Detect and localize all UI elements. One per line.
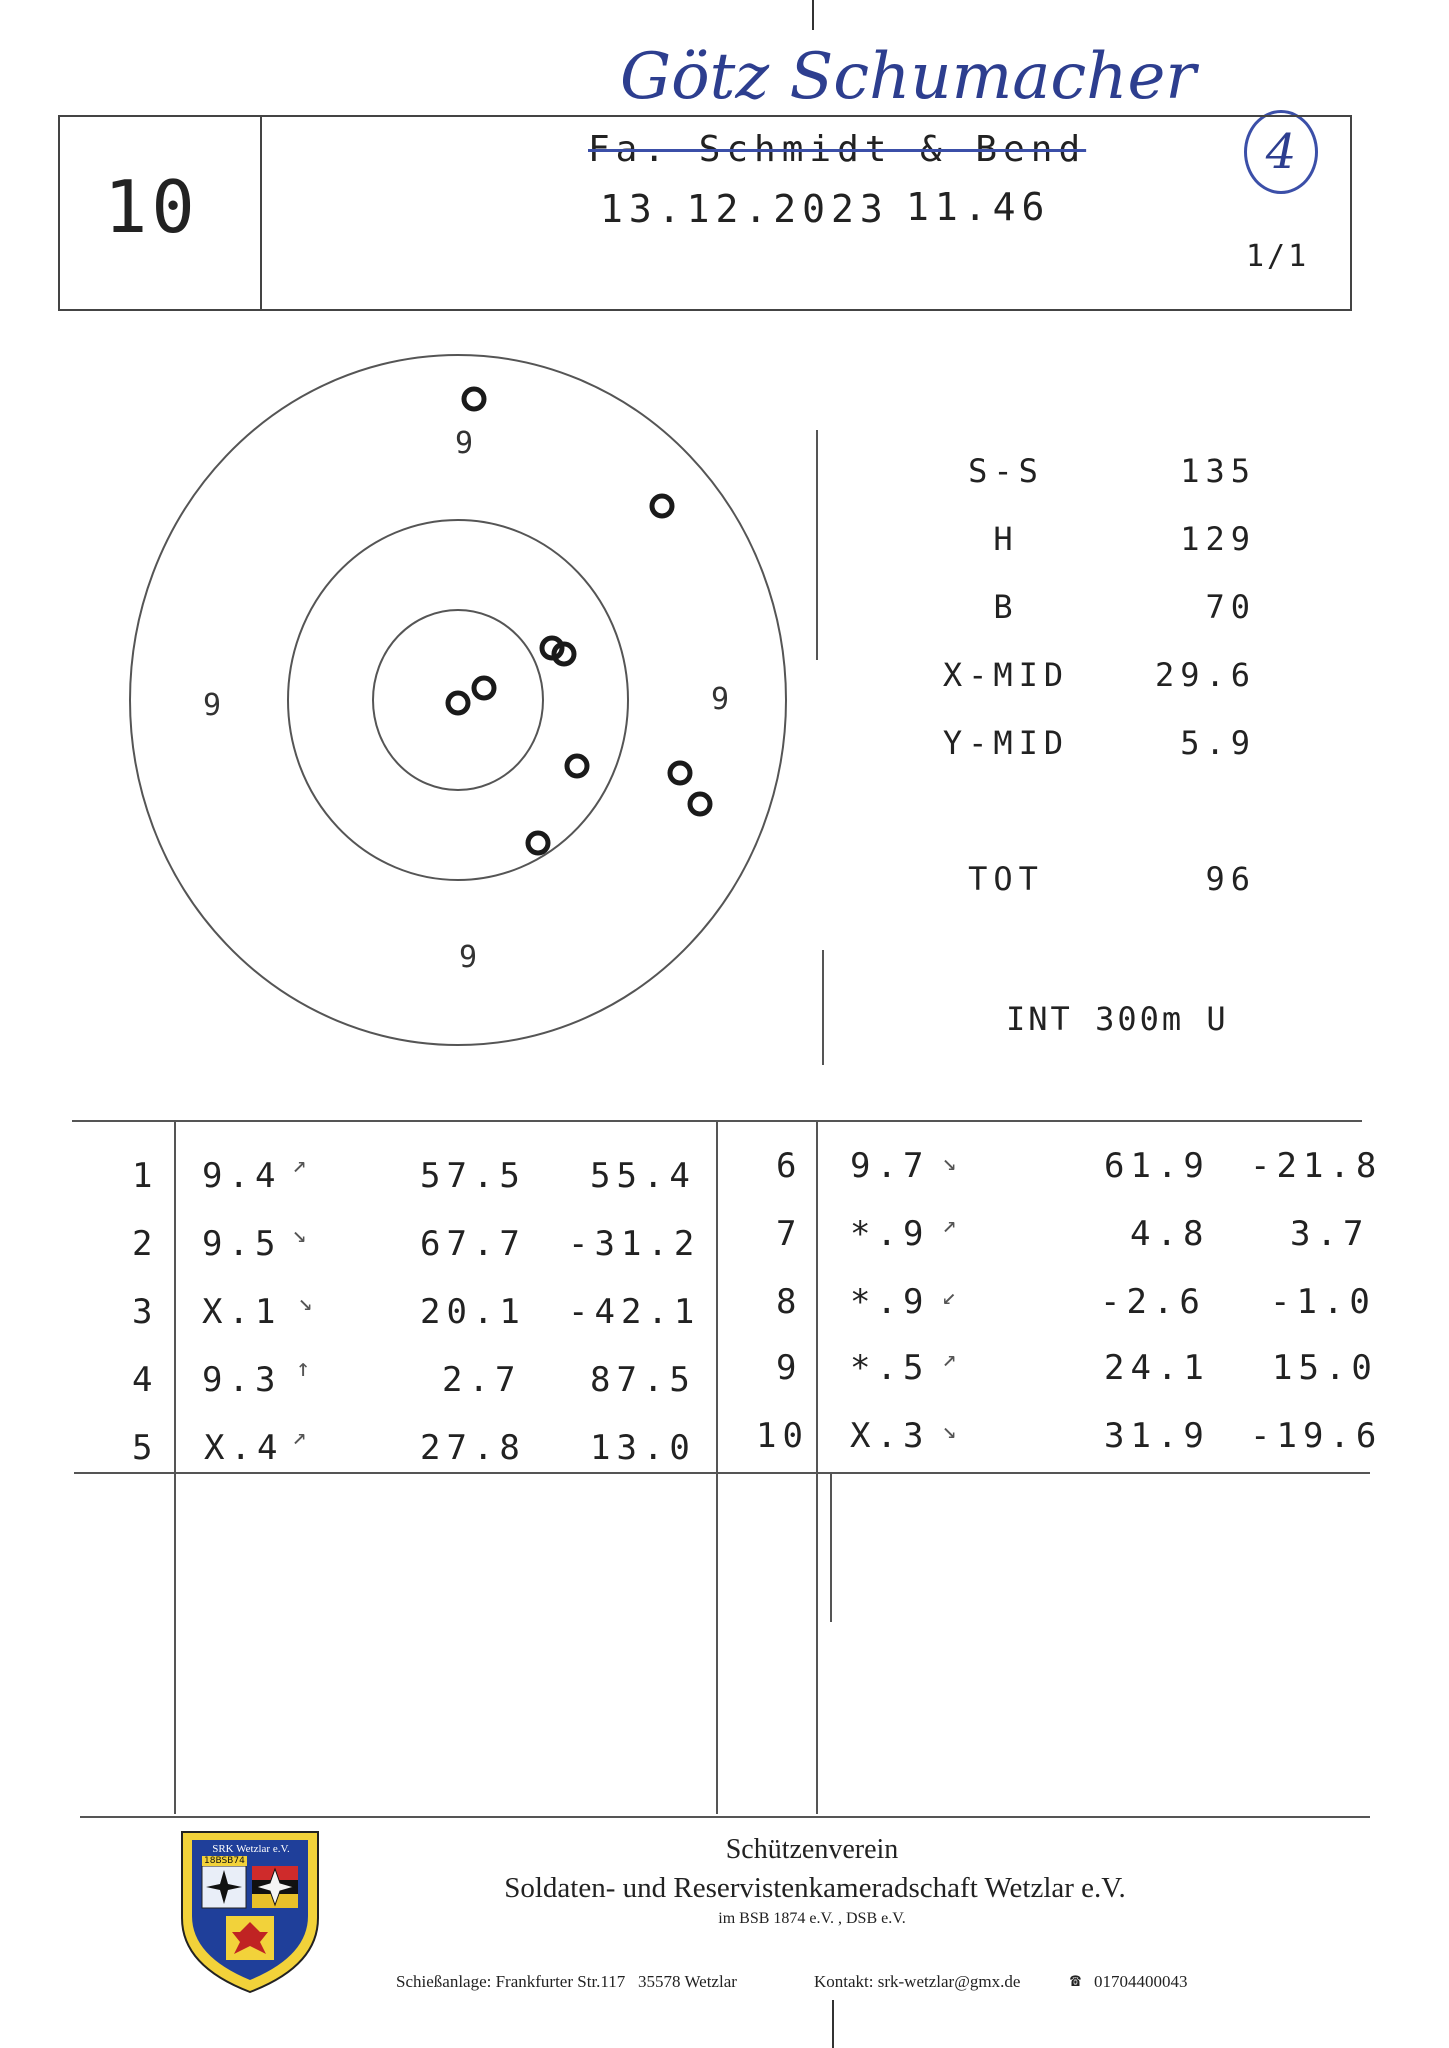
discipline-label: INT 300m U xyxy=(1006,1000,1229,1038)
shot-direction-icon: ↘ xyxy=(942,1148,957,1176)
shot-hole xyxy=(464,389,484,409)
shot-direction-icon: ↘ xyxy=(298,1288,313,1316)
shot-direction-icon: ↑ xyxy=(296,1354,311,1382)
page-indicator: 1/1 xyxy=(1246,239,1310,274)
shot-number: 3 xyxy=(132,1292,159,1332)
shot-number: 4 xyxy=(132,1360,159,1400)
shot-y: 15.0 xyxy=(1272,1348,1378,1388)
shot-number: 9 xyxy=(776,1348,803,1388)
shot-hole xyxy=(652,496,672,516)
phone-number: 01704400043 xyxy=(1094,1972,1188,1991)
shot-score: 9.4 xyxy=(202,1156,282,1196)
shot-hole xyxy=(690,794,710,814)
shot-y: -21.8 xyxy=(1250,1146,1383,1186)
circled-number-text: 4 xyxy=(1265,124,1297,180)
stat-value-xmid: 29.6 xyxy=(1154,656,1256,694)
shot-hole xyxy=(474,678,494,698)
shot-number: 2 xyxy=(132,1224,159,1264)
stats-block xyxy=(906,452,1326,898)
table-bottom-rule xyxy=(74,1472,1370,1474)
lane-number: 10 xyxy=(104,165,199,249)
header-box xyxy=(58,115,1352,311)
total-label: TOT xyxy=(968,860,1044,898)
stat-label-b: B xyxy=(993,588,1019,626)
shot-score: *.9 xyxy=(850,1214,930,1254)
club-logo xyxy=(176,1826,324,1996)
shot-table xyxy=(0,1140,1449,1468)
shot-direction-icon: ↙ xyxy=(942,1282,957,1310)
shot-y: 55.4 xyxy=(590,1156,696,1196)
shot-hole xyxy=(528,833,548,853)
shot-number: 7 xyxy=(776,1214,803,1254)
shot-y: 87.5 xyxy=(590,1360,696,1400)
shot-score: 9.7 xyxy=(850,1146,930,1186)
shot-score: *.9 xyxy=(850,1282,930,1322)
shot-score: X.3 xyxy=(850,1416,930,1456)
logo-badge: 18BSB74 xyxy=(204,1856,245,1866)
ring-label-left: 9 xyxy=(202,688,222,723)
shot-y: -19.6 xyxy=(1250,1416,1383,1456)
fold-mark-bottom xyxy=(832,2000,834,2048)
shot-number: 10 xyxy=(756,1416,809,1456)
shot-number: 8 xyxy=(776,1282,803,1322)
contact-email: Kontakt: srk-wetzlar@gmx.de xyxy=(814,1972,1021,1991)
shot-score: X.1 xyxy=(202,1292,282,1332)
shot-x: -2.6 xyxy=(1100,1282,1206,1322)
stat-label-xmid: X-MID xyxy=(942,656,1070,694)
shot-x: 27.8 xyxy=(420,1428,526,1468)
stats-divider-upper xyxy=(816,430,818,660)
fold-mark-top xyxy=(812,0,814,30)
shot-direction-icon: ↘ xyxy=(942,1416,957,1444)
shot-hole xyxy=(670,763,690,783)
shot-y: -31.2 xyxy=(568,1224,701,1264)
shot-direction-icon: ↗ xyxy=(942,1210,957,1238)
shot-x: 20.1 xyxy=(420,1292,526,1332)
stat-label-h: H xyxy=(993,520,1019,558)
stat-value-ymid: 5.9 xyxy=(1180,724,1256,762)
ring-label-top: 9 xyxy=(454,426,474,461)
shot-x: 24.1 xyxy=(1104,1348,1210,1388)
shot-score: 9.5 xyxy=(202,1224,282,1264)
company-name: Fa. Schmidt & Bend xyxy=(588,129,1087,170)
shot-direction-icon: ↗ xyxy=(292,1150,307,1178)
shot-hole xyxy=(567,756,587,776)
shot-direction-icon: ↗ xyxy=(292,1422,307,1450)
club-line2: Soldaten- und Reservistenkameradschaft Wetzlar e.V. xyxy=(504,1872,1126,1904)
shot-y: 3.7 xyxy=(1290,1214,1370,1254)
shot-score: X.4 xyxy=(204,1428,284,1468)
stat-label-ss: S-S xyxy=(968,452,1044,490)
shot-direction-icon: ↘ xyxy=(292,1220,307,1248)
club-line3: im BSB 1874 e.V. , DSB e.V. xyxy=(718,1910,906,1927)
footer-rule xyxy=(80,1816,1370,1818)
stat-value-h: 129 xyxy=(1180,520,1256,558)
club-line1: Schützenverein xyxy=(725,1834,899,1865)
shot-number: 6 xyxy=(776,1146,803,1186)
ring-label-bottom: 9 xyxy=(458,940,478,975)
stat-value-b: 70 xyxy=(1205,588,1256,626)
shot-x: 2.7 xyxy=(442,1360,522,1400)
shot-score: *.5 xyxy=(850,1348,930,1388)
time-text: 11.46 xyxy=(906,185,1051,229)
lane-cell xyxy=(60,117,262,309)
table-col-divider-right2 xyxy=(830,1472,832,1622)
ring-label-right: 9 xyxy=(710,682,730,717)
shot-score: 9.3 xyxy=(202,1360,282,1400)
shot-number: 5 xyxy=(132,1428,159,1468)
total-value: 96 xyxy=(1205,860,1256,898)
phone-icon: ☎ xyxy=(1070,1970,1081,1991)
date-text: 13.12.2023 xyxy=(600,187,889,231)
stat-label-ymid: Y-MID xyxy=(942,724,1070,762)
shot-x: 61.9 xyxy=(1104,1146,1210,1186)
shot-y: 13.0 xyxy=(590,1428,696,1468)
target-diagram xyxy=(128,353,788,1048)
logo-text: SRK Wetzlar e.V. xyxy=(212,1843,290,1855)
shot-number: 1 xyxy=(132,1156,159,1196)
middle-ring xyxy=(288,520,628,880)
shot-direction-icon: ↗ xyxy=(942,1344,957,1372)
shot-x: 31.9 xyxy=(1104,1416,1210,1456)
stats-divider-lower xyxy=(822,950,824,1065)
inner-ring xyxy=(373,610,543,790)
shot-y: -1.0 xyxy=(1270,1282,1376,1322)
shot-y: -42.1 xyxy=(568,1292,701,1332)
shot-x: 57.5 xyxy=(420,1156,526,1196)
range-address: Schießanlage: Frankfurter Str.117 35578 Wetzlar xyxy=(396,1972,737,1991)
shot-x: 67.7 xyxy=(420,1224,526,1264)
shot-x: 4.8 xyxy=(1130,1214,1210,1254)
handwritten-name: Götz Schumacher xyxy=(620,40,1196,114)
shot-holes xyxy=(448,389,710,853)
stat-value-ss: 135 xyxy=(1180,452,1256,490)
shot-hole xyxy=(448,693,468,713)
